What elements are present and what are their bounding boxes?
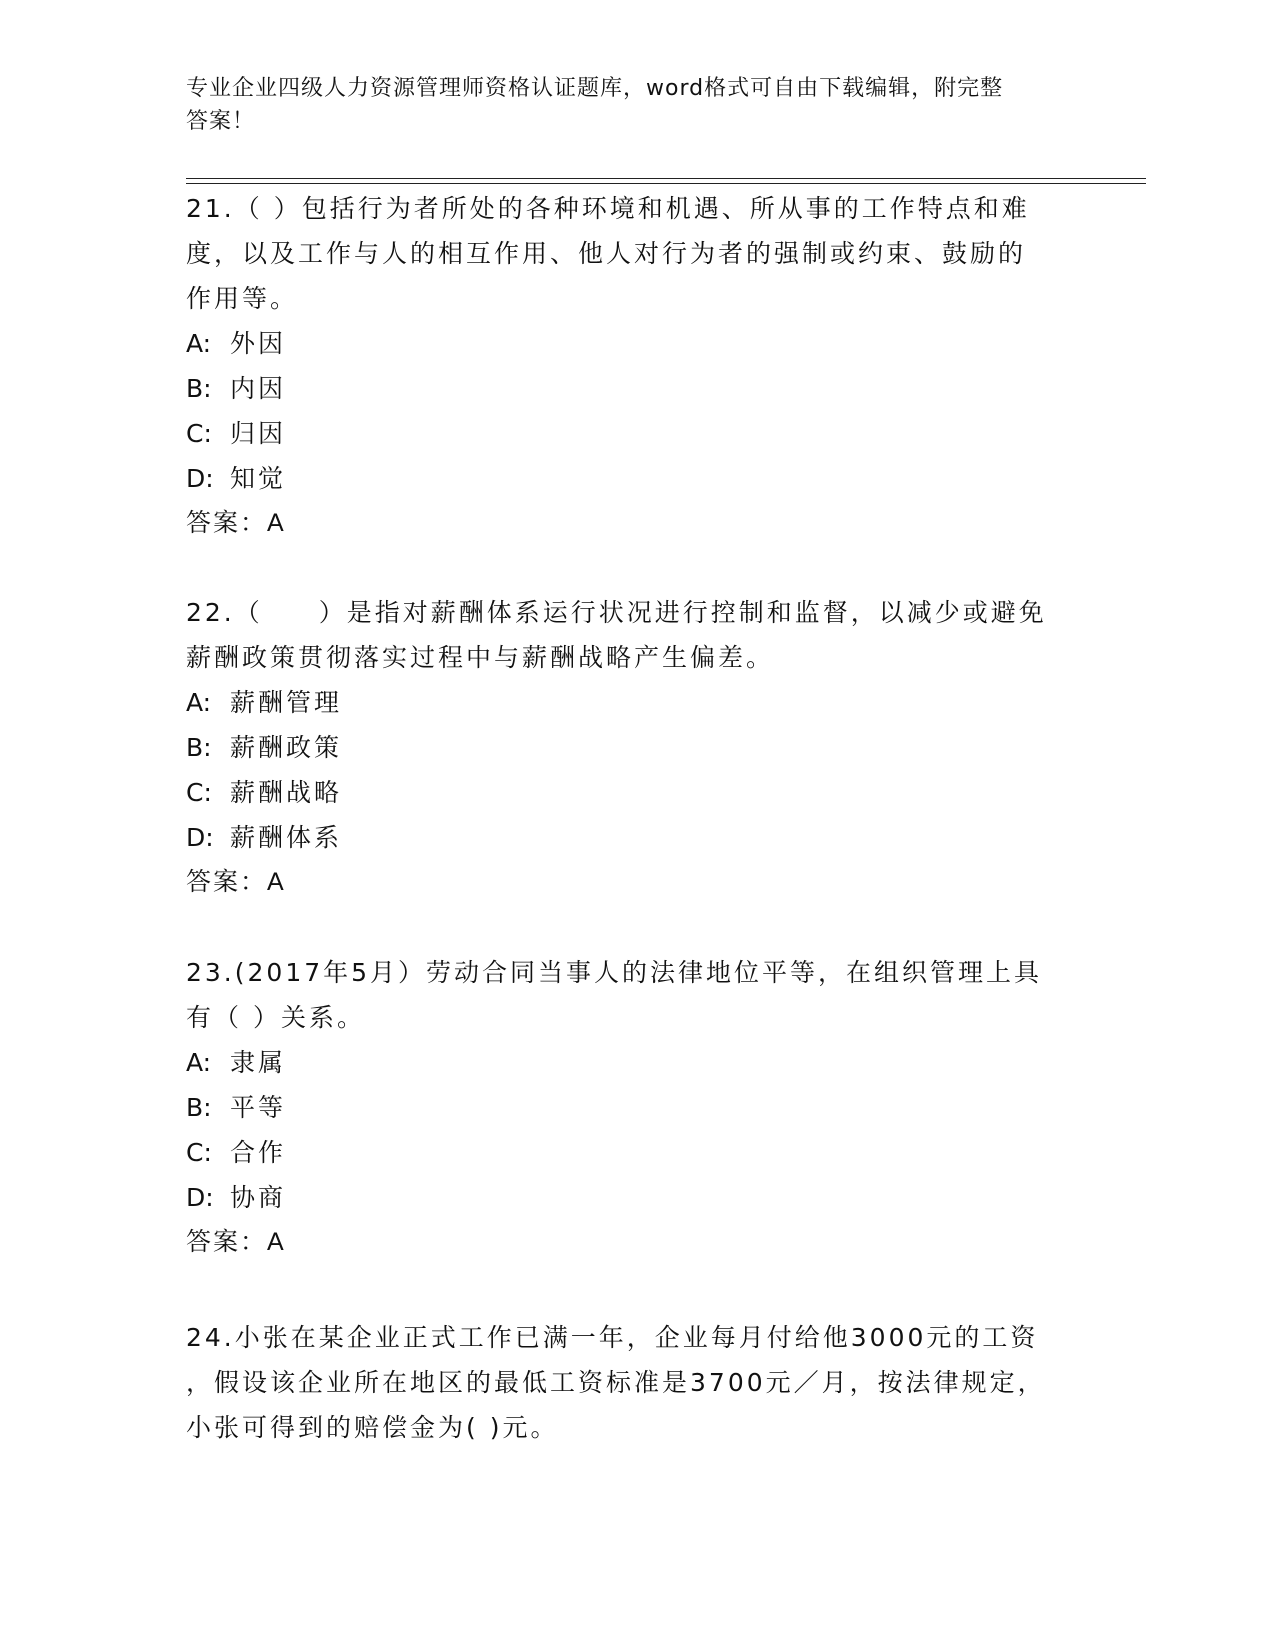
- answer-line: 答案：A: [186, 868, 286, 896]
- question-text-line: 有（ ）关系。: [186, 1003, 365, 1032]
- option-c: [186, 1130, 1066, 1175]
- option-a: [186, 321, 1066, 366]
- option-label: A:: [186, 329, 212, 358]
- option-text: 归因: [230, 419, 287, 448]
- question-text-line: 22.（ ）是指对薪酬体系运行状况进行控制和监督，以减少或避免: [186, 598, 1047, 627]
- option-text: 内因: [230, 374, 287, 403]
- option-text: 外因: [230, 329, 287, 358]
- question-text-line: 23.(2017年5月）劳动合同当事人的法律地位平等，在组织管理上具: [186, 958, 1043, 987]
- option-text: 薪酬战略: [230, 778, 343, 807]
- question-text-line: 21.（ ）包括行为者所处的各种环境和机遇、所从事的工作特点和难: [186, 194, 1030, 223]
- option-text: 薪酬政策: [230, 733, 343, 762]
- option-label: D:: [186, 823, 214, 852]
- option-d: [186, 1175, 1066, 1220]
- question-21: [186, 186, 1066, 546]
- question-23: [186, 950, 1066, 1265]
- option-label: C:: [186, 1138, 212, 1167]
- question-text-line: ，假设该企业所在地区的最低工资标准是3700元／月，按法律规定，: [186, 1368, 1046, 1397]
- question-24: [186, 1315, 1066, 1450]
- question-text-line: 24.小张在某企业正式工作已满一年，企业每月付给他3000元的工资: [186, 1323, 1039, 1352]
- option-text: 薪酬体系: [230, 823, 343, 852]
- option-text: 隶属: [230, 1048, 287, 1077]
- option-label: D:: [186, 1183, 214, 1212]
- option-label: B:: [186, 374, 212, 403]
- header-line-1: 专业企业四级人力资源管理师资格认证题库，word格式可自由下载编辑，附完整: [186, 76, 1004, 101]
- question-22: [186, 590, 1066, 905]
- document-header: [186, 72, 1066, 138]
- option-label: C:: [186, 419, 212, 448]
- answer-line: 答案：A: [186, 1228, 286, 1256]
- question-text-line: 薪酬政策贯彻落实过程中与薪酬战略产生偏差。: [186, 643, 775, 672]
- option-b: [186, 1085, 1066, 1130]
- header-line-2: 答案！: [186, 109, 256, 134]
- option-d: [186, 456, 1066, 501]
- option-label: B:: [186, 1093, 212, 1122]
- question-text-line: 小张可得到的赔偿金为( )元。: [186, 1413, 559, 1442]
- option-text: 薪酬管理: [230, 688, 343, 717]
- option-a: [186, 1040, 1066, 1085]
- option-b: [186, 366, 1066, 411]
- header-divider-top: [186, 178, 1146, 179]
- option-text: 协商: [230, 1183, 287, 1212]
- answer-line: 答案：A: [186, 509, 286, 537]
- option-label: C:: [186, 778, 212, 807]
- option-c: [186, 411, 1066, 456]
- option-label: B:: [186, 733, 212, 762]
- option-label: D:: [186, 464, 214, 493]
- option-a: [186, 680, 1066, 725]
- question-text-line: 作用等。: [186, 284, 299, 313]
- option-c: [186, 770, 1066, 815]
- option-label: A:: [186, 688, 212, 717]
- question-text-line: 度，以及工作与人的相互作用、他人对行为者的强制或约束、鼓励的: [186, 239, 1027, 268]
- option-b: [186, 725, 1066, 770]
- option-text: 平等: [230, 1093, 287, 1122]
- option-label: A:: [186, 1048, 212, 1077]
- header-divider-bottom: [186, 183, 1146, 184]
- option-d: [186, 815, 1066, 860]
- option-text: 合作: [230, 1138, 287, 1167]
- option-text: 知觉: [230, 464, 287, 493]
